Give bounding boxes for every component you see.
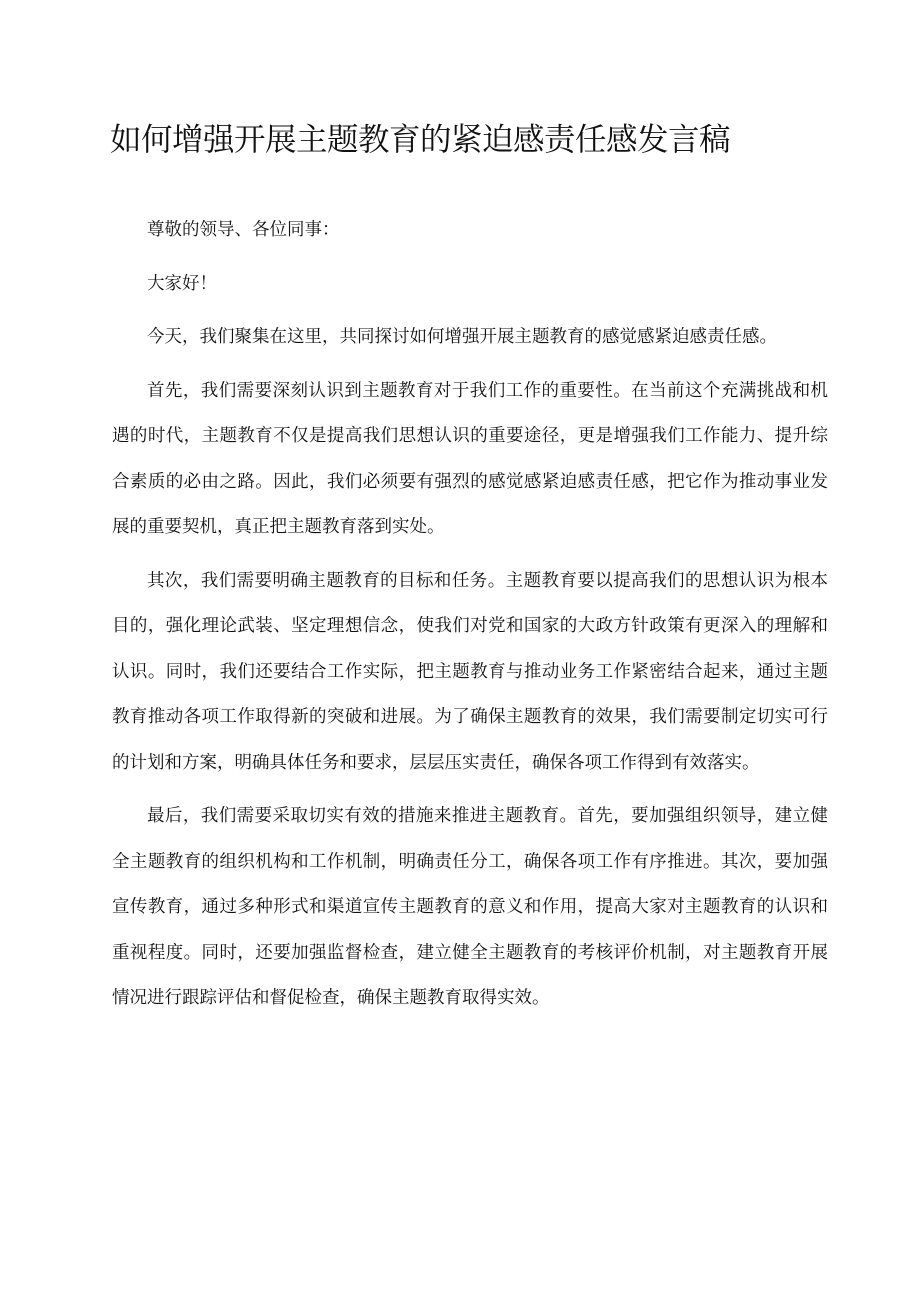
body-paragraph: 最后，我们需要采取切实有效的措施来推进主题教育。首先，要加强组织领导，建立健全主题教育的组织机构和工作机制，明确责任分工，确保各项工作有序推进。其次，要加强宣传教育，通过多种形式和渠道宣传主题教育的意义和作用，提高大家对主题教育的认识和重视程度。同时，还要加强监督检查，建立健全主题教育的考核评价机制，对主题教育开展情况进行跟踪评估和督促检查，确保主题教育取得实效。 <box>112 806 828 1008</box>
body-paragraph: 首先，我们需要深刻认识到主题教育对于我们工作的重要性。在当前这个充满挑战和机遇的时代，主题教育不仅是提高我们思想认识的重要途径，更是增强我们工作能力、提升综合素质的必由之路。因此，我们必须要有强烈的感觉感紧迫感责任感，把它作为推动事业发展的重要契机，真正把主题教育落到实处。 <box>112 380 828 537</box>
body-paragraph: 其次，我们需要明确主题教育的目标和任务。主题教育要以提高我们的思想认识为根本目的，强化理论武装、坚定理想信念，使我们对党和国家的大政方针政策有更深入的理解和认识。同时，我们还要结合工作实际，把主题教育与推动业务工作紧密结合起来，通过主题教育推动各项工作取得新的突破和进展。为了确保主题教育的效果，我们需要制定切实可行的计划和方案，明确具体任务和要求，层层压实责任，确保各项工作得到有效落实。 <box>112 570 828 773</box>
document-body <box>112 208 828 1022</box>
greeting: 大家好！ <box>147 273 217 294</box>
body-paragraph: 今天，我们聚集在这里，共同探讨如何增强开展主题教育的感觉感紧迫感责任感。 <box>147 327 777 347</box>
salutation: 尊敬的领导、各位同事： <box>147 220 340 240</box>
document-title: 如何增强开展主题教育的紧迫感责任感发言稿 <box>110 122 731 158</box>
